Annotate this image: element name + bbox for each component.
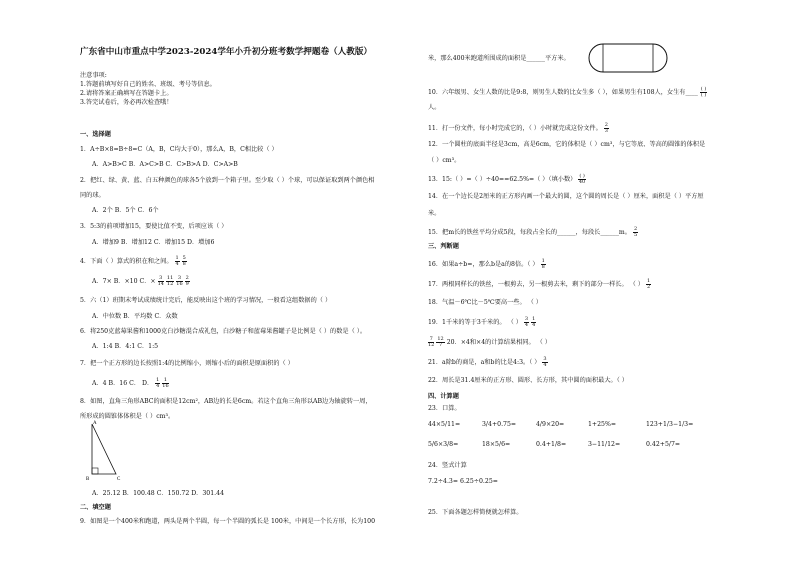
question-text: 7．把一个正方形的边长按照1:4的比例缩小，则缩小后的面积是原面积的（ ）: [80, 360, 294, 367]
fraction: $\frac{2}{5}$: [633, 226, 638, 238]
question-text: 所形成的圆锥体体积是（ ）cm³。: [80, 413, 175, 420]
question-text: 2．把红、绿、黄、蓝、白五种颜色的球各5个放到一个箱子里。至少取（ ）个球，可以保证取到两个颜色相: [80, 177, 375, 184]
question-text: 9．如图是一个400米和跑道，两头是两个半圆，每一个半圆的弧长是 100米，中间是一个长方形，长为100: [80, 518, 376, 525]
question-text: 23．口算。: [428, 405, 461, 412]
fraction: $\frac{1}{4}$: [175, 255, 179, 267]
question-text: 11．打一份文件，每小时完成它的，（ ）小时就完成这份文件。 $\frac{2}{3}$: [428, 122, 608, 134]
calc-cell: 3−11/12=: [588, 441, 621, 448]
right-angle-mark: [92, 468, 98, 474]
fraction: $\frac{2}{3}$: [604, 122, 608, 134]
fraction: $\frac{11}{12}$: [166, 275, 174, 287]
calc-cell: 44×5/11=: [428, 421, 461, 428]
question-text: 1．A÷B×8=B÷8=C（A，B，C均大于0），那么A，B，C相比较（ ）: [80, 146, 278, 153]
page-title: 广东省中山市重点中学2023-2024学年小升初分班考数学押题卷（人教版）: [80, 47, 373, 57]
question-text: 12．一个圆柱的底面半径是3cm，高是6cm，它的体积是（ ）cm³，与它等底、等高的圆锥的体积是: [428, 141, 706, 148]
question-options: A．4 B．16 C． D． $\frac{1}{4}$ $\frac{1}{16}$: [92, 377, 169, 389]
calc-cell: 18×5/6=: [482, 441, 511, 448]
fraction: $\frac{1}{4}$: [532, 316, 536, 328]
fraction: $\frac{( )}{40}$: [578, 173, 586, 185]
note-item: 2.请将答案正确填写在答题卡上。: [80, 90, 173, 97]
vertex-label-a: A: [93, 421, 97, 426]
question-options: A．7× B．×10 C．× $\frac{3}{14}$ $\frac{11}{12}$ $\frac{3}{16}$ $\frac{2}{9}$: [92, 275, 189, 287]
question-text: 米。: [428, 210, 441, 217]
triangle-figure: [84, 420, 124, 482]
question-text: 8．如图，直角三角形ABC的面积是12cm²，AB边的长是6cm。若这个直角三角形以AB边为轴旋转一周，: [80, 398, 372, 405]
vertex-label-c: C: [117, 477, 121, 482]
fraction: $\frac{1}{4}$: [156, 377, 160, 389]
calc-cell: 123+1/3−1/3=: [646, 421, 694, 428]
question-text: 24．竖式计算: [428, 462, 467, 469]
fraction: $\frac{3}{16}$: [176, 275, 183, 287]
question-text: 3．5:3的前项增加15，要使比值不变，后项应该（ ）: [80, 223, 228, 230]
question-text: 16．如果a÷b=，那么b是a的8倍。（ ） $\frac{1}{8}$: [428, 258, 545, 270]
question-text: 18．气温－6℃比－5℃要高一些。 （ ）: [428, 299, 542, 306]
fraction: $\frac{12}{7}$: [437, 336, 444, 348]
fraction: $\frac{1}{16}$: [162, 377, 169, 389]
note-item: 1.答题前填写好自己的姓名、班级、考号等信息。: [80, 81, 216, 88]
vertex-label-b: B: [86, 477, 90, 482]
question-options: A．A>B>C B．A>C>B C．C>B>A D．C>A>B: [92, 161, 238, 168]
question-text: 19．1千米的等于3千米的。 （ ） $\frac{3}{4}$ $\frac{1}{4}$: [428, 316, 536, 328]
question-text: 7.2÷4.3= 6.25÷0.25=: [428, 478, 498, 485]
question-text: 4．下面（ ）算式的积在和之间。 $\frac{1}{4}$ $\frac{5}{8}$: [80, 255, 186, 267]
fraction: $\frac{3}{14}$: [157, 275, 164, 287]
question-text: 13．15:（ ）=（ ）÷40==62.5%=（ ）（填小数） $\frac{( )}{40}$: [428, 173, 586, 185]
question-text: 17．两根同样长的铁丝，一根剪去，另一根剪去米，剩下的部分一样长。 （ ） $\frac{1}{2}$: [428, 278, 651, 290]
question-text: 15．把m长的铁丝平均分成5段，每段占全长的______，每段长______m。 $\frac{2}{5}$: [428, 226, 638, 238]
question-options: A．1:4 B．4:1 C．1:5: [92, 343, 159, 350]
question-text: 22．周长是31.4厘米的正方形、圆形、长方形，其中圆的面积最大。（ ）: [428, 377, 628, 384]
section-heading: 四、计算题: [428, 393, 459, 400]
fraction: $\frac{3}{4}$: [543, 356, 547, 368]
calc-cell: 1+25%=: [588, 421, 617, 428]
question-text: 同的球。: [80, 192, 105, 199]
fraction: $\frac{1}{8}$: [541, 258, 545, 270]
question-options: A．中位数 B．平均数 C．众数: [92, 313, 178, 320]
fraction: $\frac{3}{4}$: [524, 316, 529, 328]
calc-cell: 0.4+1/8=: [536, 441, 567, 448]
section-heading: 一、选择题: [80, 131, 111, 138]
question-text: 5．六（1）班期末考试成绩统计完后，能反映出这个班的学习情况，一般看这组数据的（ ）: [80, 297, 332, 304]
fraction: $\frac{2}{9}$: [185, 275, 189, 287]
question-text: 25．下面各题怎样简便就怎样算。: [428, 509, 523, 516]
question-text: 人。: [428, 104, 441, 111]
track-figure: [588, 43, 668, 73]
triangle-shape: [92, 424, 116, 474]
question-text: 21．a除b的商是，a和b的比是4:3。（ ） $\frac{3}{4}$: [428, 356, 547, 368]
question-text: （ ）cm³。: [428, 157, 461, 164]
calc-cell: 0.42+5/7=: [646, 441, 681, 448]
question-text: 10．六年级男、女生人数的比是9:8，则男生人数的比女生多（ ），如果男生有108人，女生有____ $\frac{( )}{( )}$: [428, 86, 707, 98]
track-outline: [589, 44, 667, 72]
fraction: $\frac{1}{2}$: [646, 278, 651, 290]
calc-cell: 5/6×3/8=: [428, 441, 459, 448]
question-options: A．25.12 B．100.48 C．150.72 D．301.44: [92, 490, 225, 497]
question-options: A．2个 B．5个 C．6个: [92, 207, 159, 214]
question-text: 米，那么400米跑道所围成的面积是______平方米。: [428, 55, 570, 62]
fraction: $\frac{5}{8}$: [182, 255, 186, 267]
note-item: 3.答完试卷后，务必再次检查哦！: [80, 99, 173, 106]
question-options: A．增加9 B．增加12 C．增加15 D．增加6: [92, 239, 215, 246]
calc-cell: 3/4+0.75=: [482, 421, 517, 428]
fraction: $\frac{( )}{( )}$: [700, 86, 707, 98]
question-text: 14．在一个边长是2厘米的正方形内画一个最大的圆，这个圆的周长是（ ）厘米，面积是（ ）平方厘: [428, 193, 704, 200]
section-heading: 二、填空题: [80, 504, 111, 511]
fraction: $\frac{7}{12}$: [428, 336, 435, 348]
question-text: $\frac{7}{12}$ $\frac{12}{7}$ 20．×4和×4的计算结果相同。 （ ）: [428, 336, 551, 348]
calc-cell: 4/9×20=: [536, 421, 565, 428]
question-text: 6．将250克蓝莓果酱和1000克白沙糖混合成礼包，白沙糖子和蓝莓果酱罐子是比例是（ ）的数是（ ）。: [80, 328, 367, 335]
section-heading: 三、判断题: [428, 243, 459, 250]
notes-header: 注意事项:: [80, 72, 107, 79]
